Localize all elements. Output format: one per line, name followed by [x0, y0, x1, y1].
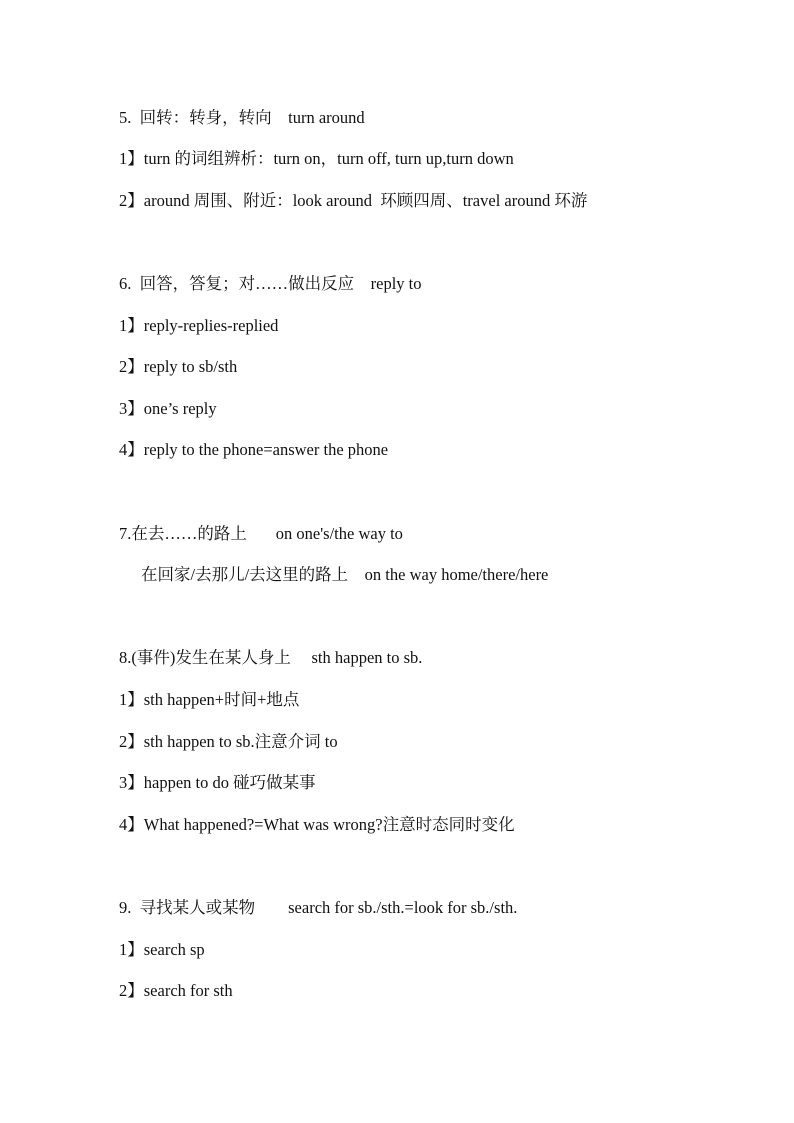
section-9-heading: 9. 寻找某人或某物 search for sb./sth.=look for sb./sth.: [119, 898, 518, 917]
section-6-item-2: 2】reply to sb/sth: [119, 357, 238, 376]
section-8-heading: 8.(事件)发生在某人身上 sth happen to sb.: [119, 648, 423, 667]
section-8-item-1: 1】sth happen+时间+地点: [119, 690, 300, 709]
section-7-item-1: 在回家/去那儿/去这里的路上 on the way home/there/here: [141, 565, 549, 584]
section-6-item-3: 3】one’s reply: [119, 399, 217, 418]
section-8-item-2: 2】sth happen to sb.注意介词 to: [119, 732, 338, 751]
section-9-item-1: 1】search sp: [119, 940, 205, 959]
section-6-heading: 6. 回答，答复；对……做出反应 reply to: [119, 274, 422, 293]
section-9-item-2: 2】search for sth: [119, 981, 233, 1000]
section-6-item-1: 1】reply-replies-replied: [119, 316, 279, 335]
section-5-heading: 5. 回转：转身，转向 turn around: [119, 108, 365, 127]
section-8-item-4: 4】What happened?=What was wrong?注意时态同时变化: [119, 815, 515, 834]
section-7-heading: 7.在去……的路上 on one's/the way to: [119, 524, 403, 543]
section-5-item-1: 1】turn 的词组辨析：turn on，turn off, turn up,turn down: [119, 149, 514, 168]
section-6-item-4: 4】reply to the phone=answer the phone: [119, 440, 389, 459]
section-8-item-3: 3】happen to do 碰巧做某事: [119, 773, 316, 792]
section-5-item-2: 2】around 周围、附近：look around 环顾四周、travel around 环游: [119, 191, 588, 210]
